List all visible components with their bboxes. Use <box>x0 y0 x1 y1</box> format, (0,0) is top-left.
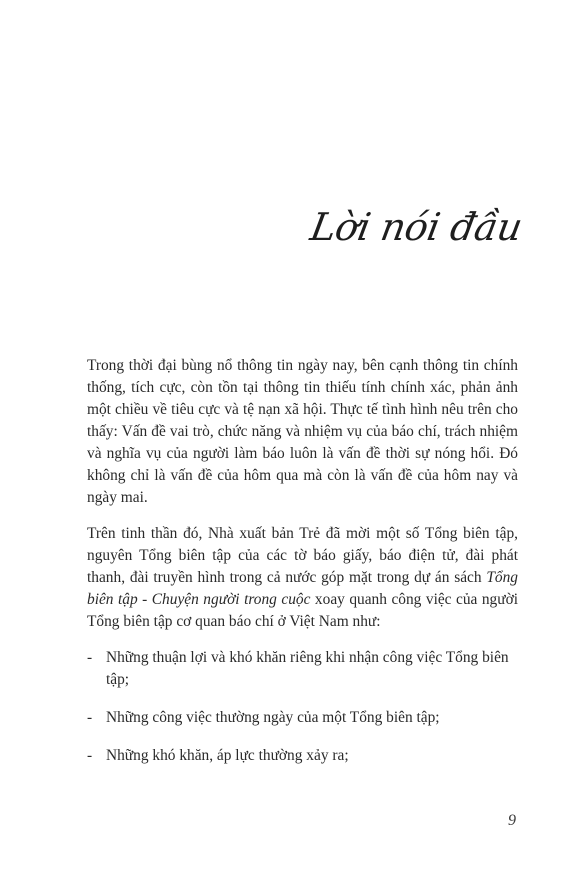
topic-list <box>87 647 518 767</box>
page-number: 9 <box>508 812 516 829</box>
list-item <box>87 707 518 729</box>
book-title: Tổng biên tập - Chuyện người trong cuộc <box>87 569 518 608</box>
list-dash: - <box>87 649 93 666</box>
paragraph-project-text-before: Trên tinh thần đó, Nhà xuất bản Trẻ đã mời một số Tổng biên tập, nguyên Tổng biên tập của các tờ báo giấy, báo điện tử, đài phát thanh, đài truyền hình trong cả nước góp mặt trong dự án sách <box>87 525 518 586</box>
paragraph-project-text-after: xoay quanh công việc của người Tổng biên tập cơ quan báo chí ở Việt Nam như: <box>87 591 519 630</box>
paragraph-project <box>87 523 518 633</box>
list-dash: - <box>87 709 93 726</box>
list-dash: - <box>87 747 93 764</box>
list-item-text: Những khó khăn, áp lực thường xảy ra; <box>106 747 349 764</box>
list-item-text: Những thuận lợi và khó khăn riêng khi nhận công việc Tổng biên tập; <box>106 649 509 688</box>
paragraph-intro: Trong thời đại bùng nổ thông tin ngày nay, bên cạnh thông tin chính thống, tích cực, còn tồn tại thông tin thiếu tính chính xác, phản ảnh một chiều về tiêu cực và tệ nạn xã hội. Thực tế tình hình nêu trên cho thấy: Vấn đề vai trò, chức năng và nhiệm vụ của báo chí, trách nhiệm và nghĩa vụ của người làm báo luôn là vấn đề thời sự nóng hổi. Đó không chỉ là vấn đề của hôm qua mà còn là vấn đề của hôm nay và ngày mai. <box>87 357 518 506</box>
body-text <box>87 355 518 783</box>
list-item <box>87 647 518 691</box>
chapter-title: Lời nói đầu <box>307 205 526 249</box>
list-item <box>87 745 518 767</box>
list-item-text: Những công việc thường ngày của một Tổng biên tập; <box>106 709 440 726</box>
